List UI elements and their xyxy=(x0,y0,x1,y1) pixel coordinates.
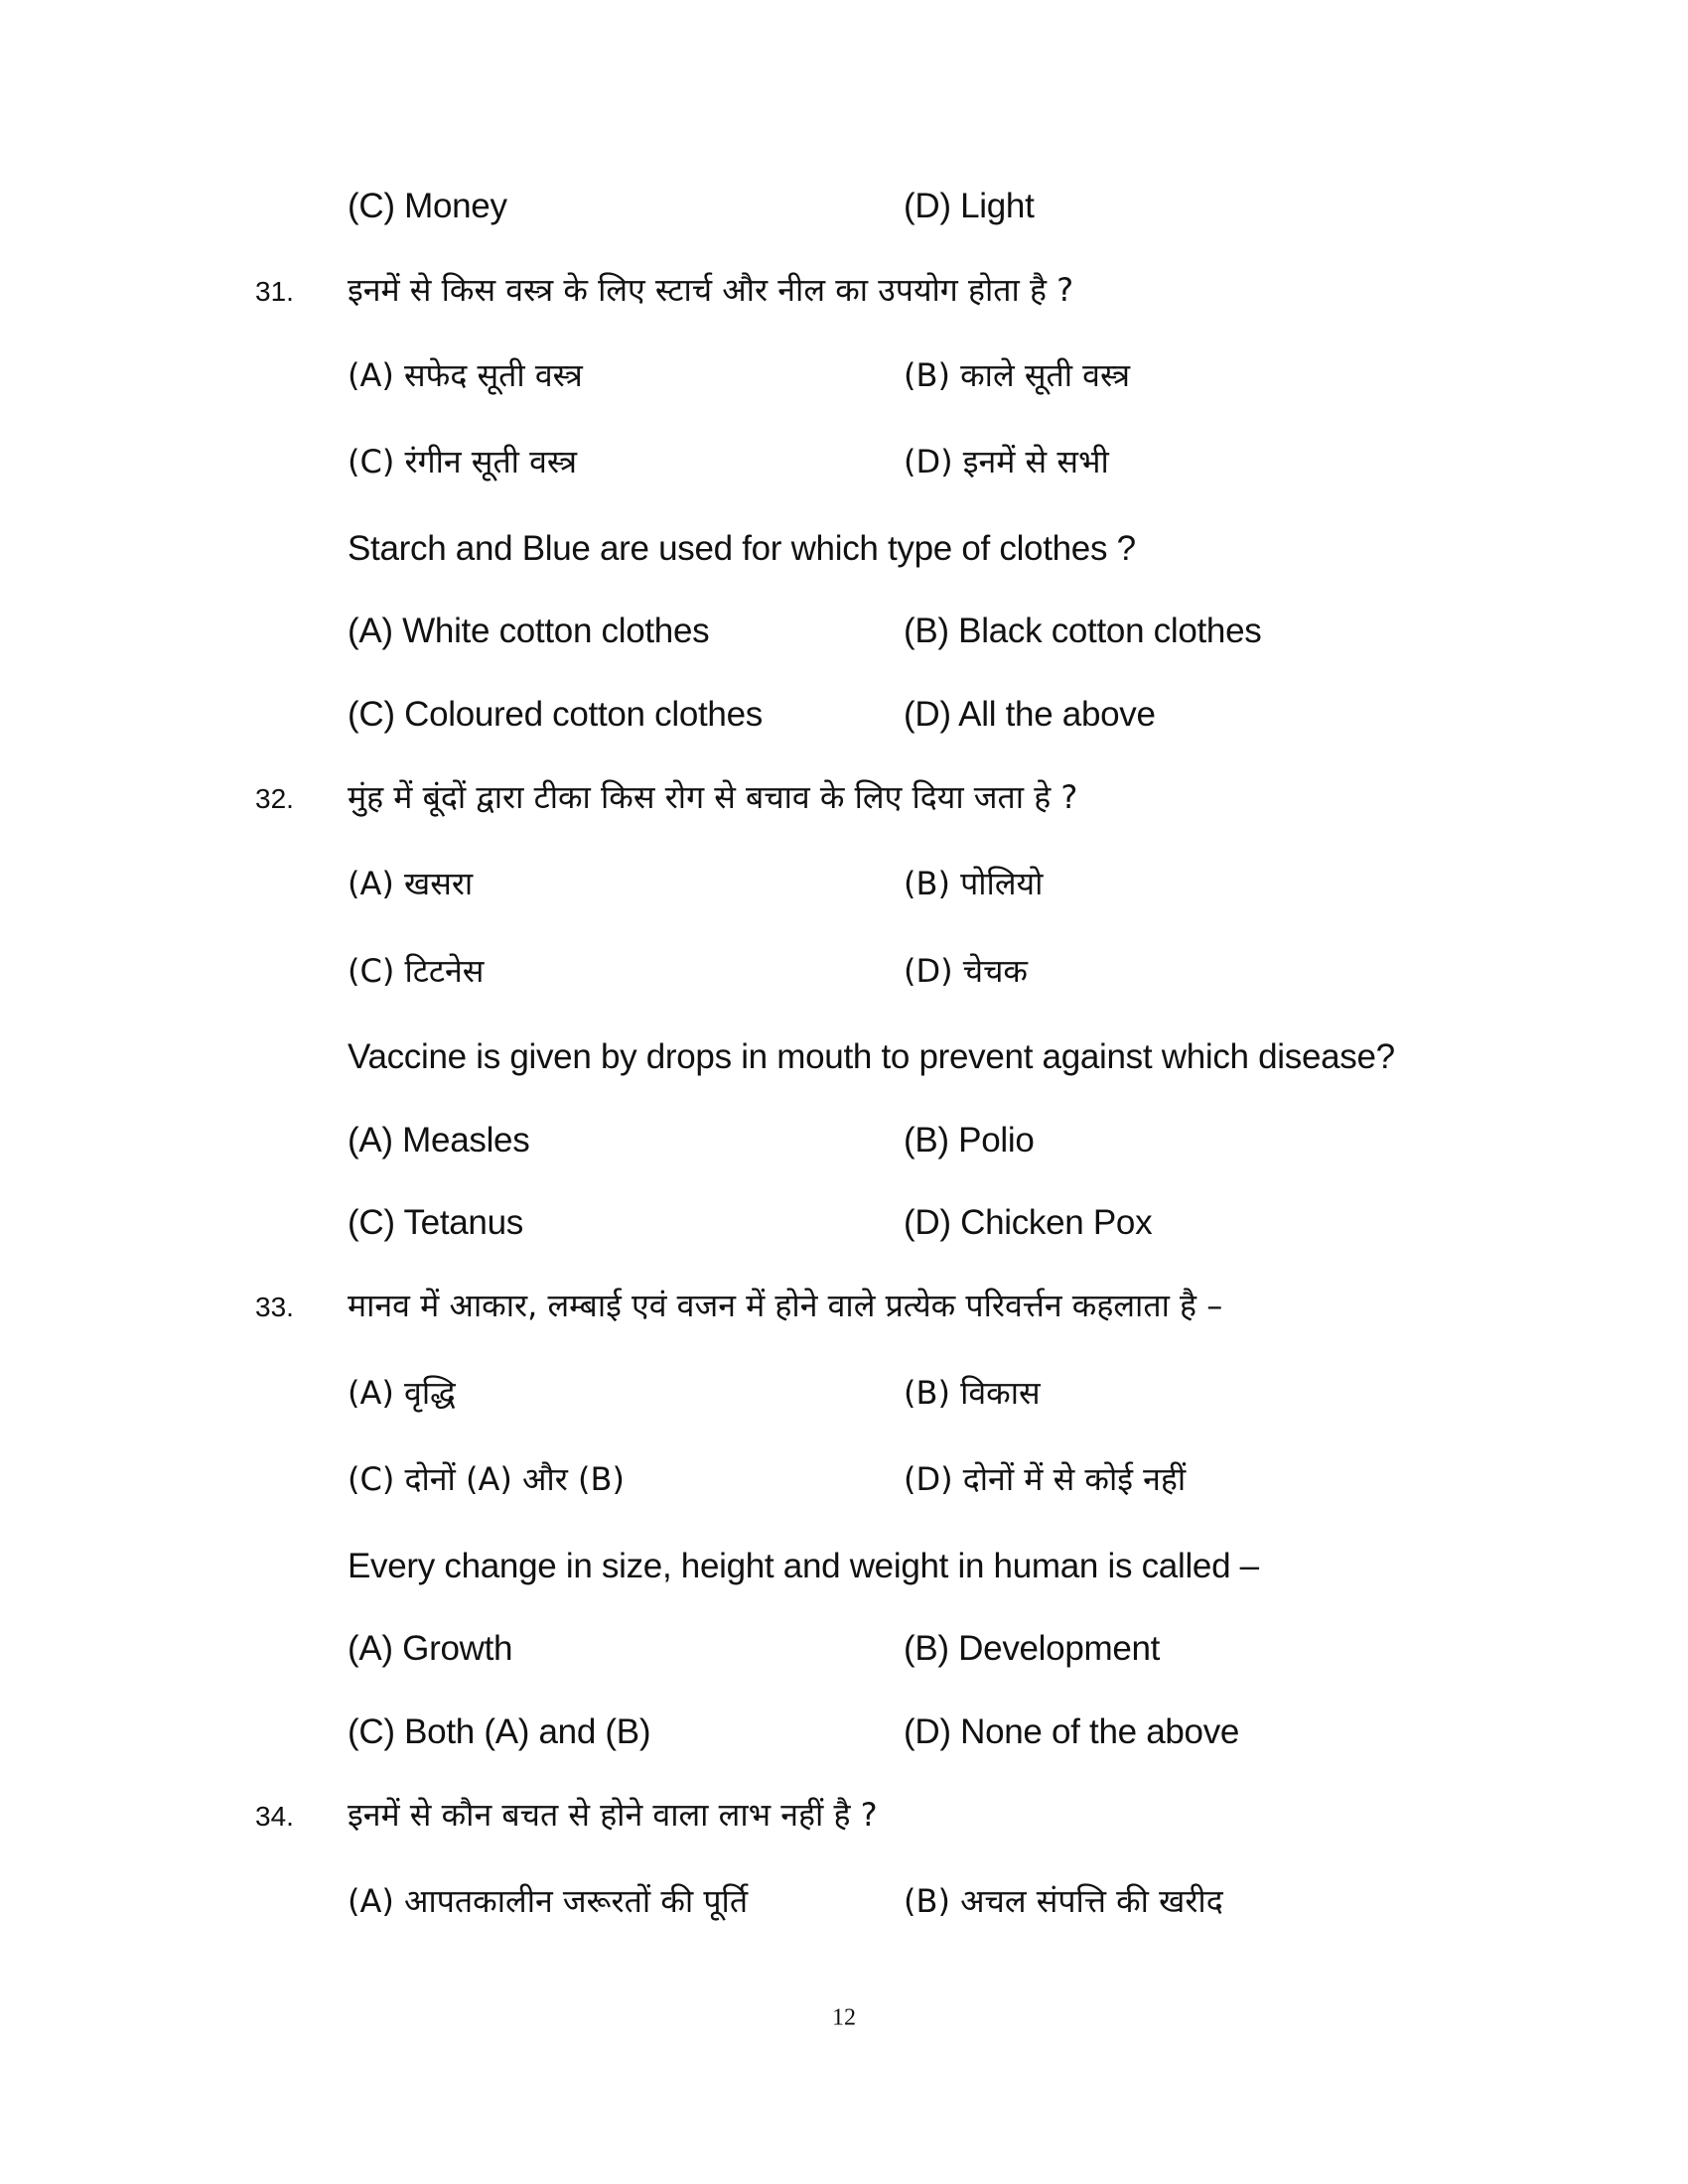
option-b-english: (B) Black cotton clothes xyxy=(904,612,1262,650)
option-b-hindi: (B) पोलियो xyxy=(904,865,1044,902)
option-d-english: (D) None of the above xyxy=(904,1712,1240,1751)
question-hindi: इनमें से कौन बचत से होने वाला लाभ नहीं है ? xyxy=(348,1796,878,1834)
option-d-english: (D) All the above xyxy=(904,695,1156,734)
option-d-hindi: (D) दोनों में से कोई नहीं xyxy=(904,1460,1187,1498)
option-c-hindi: (C) दोनों (A) और (B) xyxy=(348,1460,625,1498)
option-a-hindi: (A) वृद्धि xyxy=(348,1374,456,1412)
question-hindi: मुंह में बूंदों द्वारा टीका किस रोग से बचाव के लिए दिया जता हे ? xyxy=(348,778,1078,816)
page-number: 12 xyxy=(832,2004,856,2031)
option-d-hindi: (D) चेचक xyxy=(904,952,1028,990)
question-hindi: मानव में आकार, लम्बाई एवं वजन में होने वाले प्रत्येक परिवर्त्तन कहलाता है – xyxy=(348,1287,1223,1324)
option-a-english: (A) White cotton clothes xyxy=(348,612,710,650)
question-number: 31. xyxy=(255,276,294,307)
question-hindi: इनमें से किस वस्त्र के लिए स्टार्च और नील का उपयोग होता है ? xyxy=(348,271,1074,309)
question-number: 32. xyxy=(255,783,294,814)
option-b-hindi: (B) अचल संपत्ति की खरीद xyxy=(904,1882,1223,1920)
option-d: (D) Light xyxy=(904,187,1035,225)
question-english: Vaccine is given by drops in mouth to prevent against which disease? xyxy=(348,1037,1395,1076)
question-number: 33. xyxy=(255,1292,294,1322)
option-b-hindi: (B) काले सूती वस्त्र xyxy=(904,356,1131,394)
question-number: 34. xyxy=(255,1801,294,1832)
option-b-english: (B) Polio xyxy=(904,1121,1035,1160)
option-c-hindi: (C) टिटनेस xyxy=(348,952,485,990)
option-d-hindi: (D) इनमें से सभी xyxy=(904,443,1109,480)
option-a-english: (A) Growth xyxy=(348,1629,513,1668)
option-c: (C) Money xyxy=(348,187,507,225)
option-c-english: (C) Coloured cotton clothes xyxy=(348,695,763,734)
option-a-english: (A) Measles xyxy=(348,1121,530,1160)
option-a-hindi: (A) खसरा xyxy=(348,865,474,902)
question-english: Starch and Blue are used for which type of clothes ? xyxy=(348,529,1136,568)
option-c-hindi: (C) रंगीन सूती वस्त्र xyxy=(348,443,578,480)
question-english: Every change in size, height and weight in human is called – xyxy=(348,1547,1259,1585)
option-a-hindi: (A) आपतकालीन जरूरतों की पूर्ति xyxy=(348,1882,749,1920)
option-c-english: (C) Tetanus xyxy=(348,1203,523,1242)
option-b-hindi: (B) विकास xyxy=(904,1374,1041,1412)
option-d-english: (D) Chicken Pox xyxy=(904,1203,1153,1242)
option-a-hindi: (A) सफेद सूती वस्त्र xyxy=(348,356,583,394)
option-c-english: (C) Both (A) and (B) xyxy=(348,1712,651,1751)
option-b-english: (B) Development xyxy=(904,1629,1161,1668)
